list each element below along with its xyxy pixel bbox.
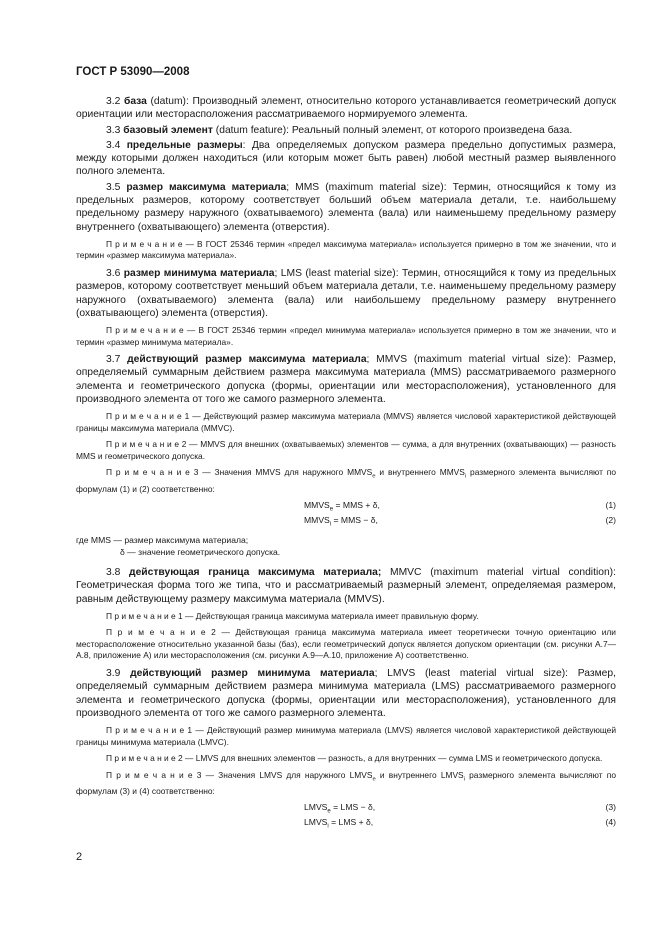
clause-3-4: 3.4 предельные размеры: Два определяемых допуском размера предельно допустимых размера, между которыми должен находиться (или которым может быть равен) любой местный размер выявленного полного элемента.	[76, 139, 616, 178]
where-block: где MMS — размер максимума материала; δ — значение геометрического допуска.	[76, 535, 281, 558]
clause-3-2: 3.2 база (datum): Производный элемент, относительно которого устанавливается геометрический допуск ориентации или месторасположения рассматриваемого нормируемого элемента.	[76, 96, 616, 121]
note-3-7-1: П р и м е ч а н и е 1 — Действующий размер максимума материала (MMVS) является числовой характеристикой действующей границы максимума материала (MMVC).	[76, 411, 616, 433]
clause-3-7: 3.7 действующий размер максимума материала; MMVS (maximum material virtual size): Размер, определяемый суммарным действием размера максимума материала (MMS) рассматриваемого размерного элемента и геометрического допуска (формы, ориентации или месторасположения), установленного для производного элемента от того же самого размерного элемента.	[76, 354, 616, 406]
clause-3-9: 3.9 действующий размер минимума материала; LMVS (least material virtual size): Размер, определяемый суммарным действием размера минимума материала (LMS) рассматриваемого размерного элемента и геометрического допуска (формы, ориентации или месторасположения), установленного для производного элемента от того же самого размерного элемента.	[76, 667, 616, 719]
clause-3-5: 3.5 размер максимума материала; MMS (maximum material size): Термин, относящийся к тому из предельных размеров, которому соответствует больший объем материала детали, т.е. наибольшему предельному размеру наружного (охватываемого) элемента (вала) или наименьшему предельному размеру внутреннего (охватывающего) элемента (отверстия).	[76, 181, 616, 233]
page-number: 2	[76, 851, 83, 863]
note-3-7-2: П р и м е ч а н и е 2 — MMVS для внешних (охватываемых) элементов — сумма, а для внутренних (охватывающих) — разность MMS и геометрического допуска.	[76, 439, 616, 461]
formula-2: $MMVS_i$ = MMS − δ, (2)	[304, 515, 616, 528]
note-3-7-3: П р и м е ч а н и е 3 — Значения MMVS для наружного $MMVS_e$ и внутреннего $MMVS_i$ размерного элемента вычисляют по формулам (1) и (2) соответственно:	[76, 467, 616, 494]
document-body	[76, 95, 616, 832]
document-header: ГОСТ Р 53090—2008	[76, 66, 190, 78]
clause-3-6: 3.6 размер минимума материала; LMS (least material size): Термин, относящийся к тому из предельных размеров, которому соответствует меньший объем материала детали, т.е. наименьшему предельному размеру наружного (охватываемого) элемента (вала) или наибольшему предельному размеру внутреннего (охватывающего) элемента (отверстия).	[76, 267, 616, 319]
note-3-9-1: П р и м е ч а н и е 1 — Действующий размер минимума материала (LMVS) является числовой характеристикой действующей границы минимума материала (LMVC).	[76, 725, 616, 747]
note-3-9-3: П р и м е ч а н и е 3 — Значения LMVS для наружного $LMVS_e$ и внутреннего $LMVS_i$ размерного элемента вычисляют по формулам (3) и (4) соответственно:	[76, 769, 617, 796]
clause-3-8: 3.8 действующая граница максимума материала; MMVC (maximum material virtual condition): Геометрическая форма того же типа, что и рассматриваемый размерный элемент, определяемая размером, равным действующему размеру максимума материала (MMVS).	[76, 567, 616, 605]
note-3-9-2: П р и м е ч а н и е 2 — LMVS для внешних элементов — разность, а для внутренних — сумма LMS и геометрического допуска.	[106, 753, 603, 764]
note-3-8-2: П р и м е ч а н и е 2 — Действующая граница максимума материала имеет теоретически точную ориентацию или месторасположение относительно указанной базы (баз), если геометрический допуск является допуском ориентации (см. рисунки А.7—А.8, приложение А) или месторасположения (см. рисунки А.9—А.10, приложение А) соответственно.	[76, 627, 616, 661]
note-3-8-1: П р и м е ч а н и е 1 — Действующая граница максимума материала имеет правильную форму.	[106, 610, 479, 621]
note-3-5: П р и м е ч а н и е — В ГОСТ 25346 термин «предел максимума материала» используется примерно в том же значении, что и термин «размер максимума материала».	[76, 238, 617, 261]
formula-3: $LMVS_e$ = LMS − δ, (3)	[304, 802, 616, 815]
note-3-6: П р и м е ч а н и е — В ГОСТ 25346 термин «предел минимума материала» используется примерно в том же значении, что и термин «размер минимума материала».	[76, 325, 616, 347]
formula-1: $MMVS_e$ = MMS + δ, (1)	[304, 500, 616, 513]
formula-4: $LMVS_i$ = LMS + δ, (4)	[304, 817, 616, 830]
clause-3-3: 3.3 базовый элемент (datum feature): Реальный полный элемент, от которого произведена база.	[106, 124, 573, 136]
